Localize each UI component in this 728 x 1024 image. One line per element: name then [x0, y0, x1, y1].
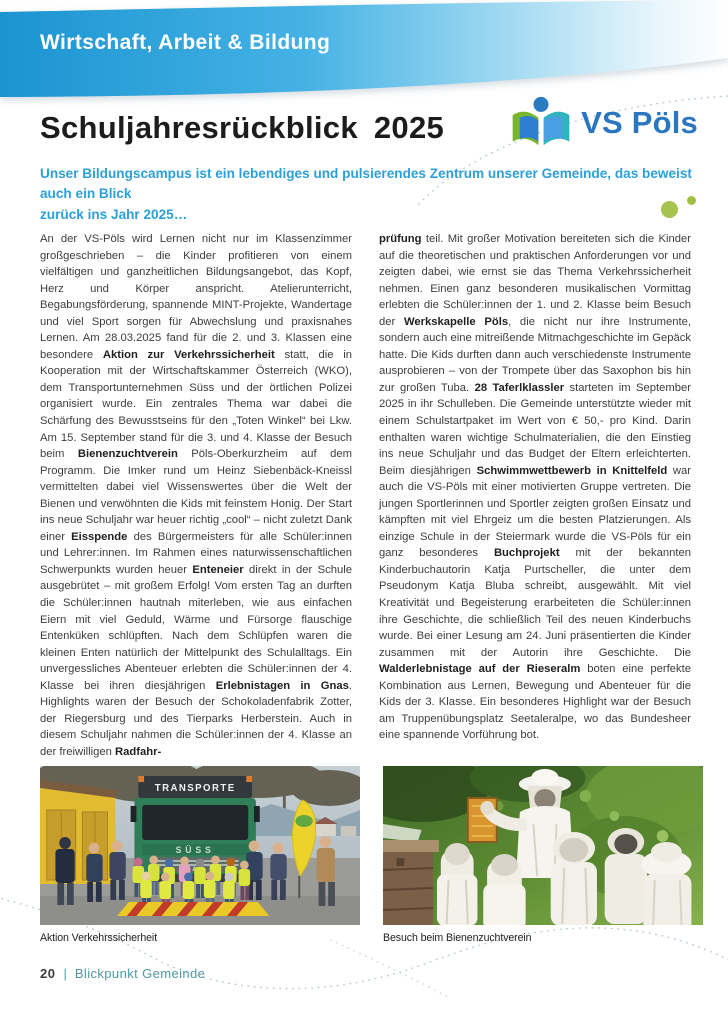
page-footer	[40, 966, 205, 981]
photo-caption: Besuch beim Bienenzuchtverein	[383, 932, 532, 944]
section-title: Wirtschaft, Arbeit & Bildung	[40, 31, 331, 54]
page-title-main: Schuljahresrückblick	[40, 110, 358, 145]
article-column-left: An der VS-Pöls wird Lernen nicht nur im Klassenzimmer großgeschrieben – die Kinder profitieren von einem vielfältigen und ganzheitlichen Bildungsangebot, das Kopf, Herz und Körper anspricht. Atelierunterricht, Begabungsförderung, spannende MINT-Projekte, Wandertage und viel Sport sorgen für Abwechslung und praxisnahes Lernen. Am 28.03.2025 fand für die 2. und 3. Klassen eine besondere Aktion zur Verkehrssicherheit statt, die in Kooperation mit der Wirtschaftskammer Österreich (WKO), dem Transportunternehmen Süss und der örtlichen Polizei organisiert wurde. Ein zentrales Thema war dabei die Schärfung des Bewusstseins für den „Toten Winkel“ bei Lkw. Am 15. September stand für die 3. und 4. Klasse der Besuch beim Bienenzuchtverein Pöls-Oberkurzheim auf dem Programm. Die Imker rund um Heinz Siebenbäck-Kneissl vermittelten dabei viel Wissenswertes über die Welt der Bienen und verwöhnten die Kids mit feinstem Honig. Der Start ins neue Schuljahr war heuer richtig „cool“ – nicht zuletzt Dank einer Eisspende des Bürgermeisters für alle Schüler:innen und Lehrer:innen. Im Rahmen eines naturwissenschaftlichen Schwerpunkts wurden heuer Enteneier direkt in der Schule ausgebrütet – mit großem Erfolg! Vom ersten Tag an durften die Schüler:innen hautnah miterleben, wie aus einfachen Eiern mit viel Geduld, Wärme und Fürsorge flauschige Entenküken schlüpften. Nach dem Schlüpfen waren die kleinen Enten natürlich der Mittelpunkt des Schulalltags. Ein unvergessliches Abenteuer erlebten die Schüler:innen der 4. Klasse bei ihren diesjährigen Erlebnistagen in Gnas. Highlights waren der Besuch der Schokoladenfabrik Zotter, der Riegersburg und des Tierparks Herberstein. Auch in diesem Schuljahr nahmen die Schüler:innen der 4. Klasse an der freiwilligen Radfahr-	[40, 233, 353, 758]
article-body	[40, 231, 692, 761]
article-column-right: prüfung teil. Mit großer Motivation bereiteten sich die Kinder auf die theoretischen und praktischen Anforderungen vor und zeigten dabei, wie ernst sie das Thema Verkehrssicherheit nehmen. Einen ganz besonderen musikalischen Vormittag erlebten die Schüler:innen der 1. und 2. Klasse beim Besuch der Werkskapelle Pöls, die nicht nur ihre Instrumente, sondern auch eine mitreißende Mitmachgeschichte im Gepäck hatte. Die Kids durften dann auch verschiedenste Instrumente ausprobieren – von der Trompete über das Saxophon bis hin zur großen Tuba. 28 Taferlklassler starteten im September 2025 in ihr Schulleben. Die Gemeinde unterstützte wieder mit einem Schulstartpaket im Wert von € 50,- pro Kind. Darin enthalten waren wichtige Schulmaterialien, die den Einstieg ins neue Schuljahr und das Budget der Eltern erleichterten. Beim diesjährigen Schwimmwettbewerb in Knittelfeld war auch die VS-Pöls mit einer motivierten Gruppe vertreten. Die jungen Sportlerinnen und Sportler zeigten großen Einsatz und kämpften mit viel Ehrgeiz um die besten Platzierungen. Als einzige Schule in der Steiermark wurde die VS-Pöls für ein ganz besonderes Buchprojekt mit der bekannten Kinderbuchautorin Katja Purtscheller, die unter dem Pseudonym Katja Bluba schreibt, ausgewählt. Mit viel Kreativität und Begeisterung erarbeiteten die Schüler:innen ihre Geschichte, die schließlich Teil des neuen Kinderbuchs wurde. Bei einer Lesung am 24. Juni präsentierten die Kinder zusammen mit der Autorin ihre Geschichte. Die Walderlebnistage auf der Rieseralm boten eine perfekte Kombination aus Lernen, Bewegung und Abenteuer für die Kids der 3. Klasse. Ein besonderes Highlight war der Besuch am Truppenübungsplatz Seetaleralpe, wo das Bundesheer eine spannende Vorführung bot.	[379, 233, 692, 742]
magazine-name: Blickpunkt Gemeinde	[74, 966, 206, 981]
beekeepers-photo	[383, 766, 703, 925]
page-title	[40, 110, 444, 146]
green-dot-large	[661, 201, 678, 218]
figure-road-safety	[40, 766, 360, 944]
intro-line-2: zurück ins Jahr 2025…	[40, 206, 188, 222]
open-book-person-icon	[510, 94, 572, 152]
vs-poels-logo	[510, 94, 698, 152]
svg-text:SÜSS: SÜSS	[175, 844, 215, 856]
footer-separator: |	[63, 966, 67, 981]
children-truck-road-safety-photo	[40, 766, 360, 925]
intro-line-1: Unser Bildungscampus ist ein lebendiges und pulsierendes Zentrum unserer Gemeinde, das beweist auch ein Blick	[40, 166, 692, 202]
photo-caption: Aktion Verkehrssicherheit	[40, 932, 158, 944]
striped-mat	[117, 902, 269, 916]
page-title-year: 2025	[373, 110, 445, 145]
figure-beekeepers	[383, 766, 703, 944]
intro-text	[40, 164, 698, 225]
page-number: 20	[40, 966, 56, 981]
green-dot-small	[687, 196, 696, 205]
logo-text: VS Pöls	[581, 105, 698, 140]
svg-text:TRANSPORTE: TRANSPORTE	[154, 782, 236, 795]
photo-row	[40, 766, 703, 944]
